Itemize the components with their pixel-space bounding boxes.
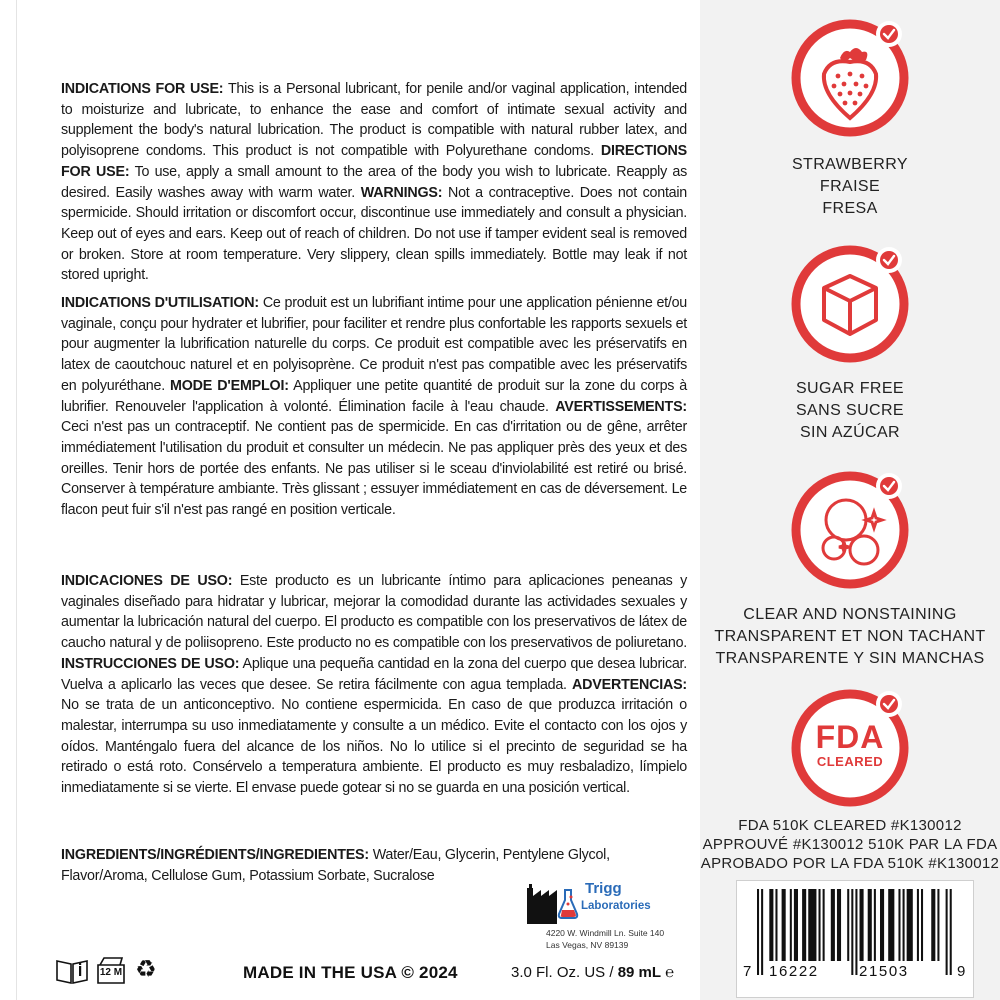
barcode-bar <box>847 889 849 961</box>
fda-clearance-text: FDA 510K CLEARED #K130012 APPROUVÉ #K130012 510K PAR LA FDA APROBADO POR LA FDA 510K #K130012 <box>700 817 1000 872</box>
warnings-heading: AVERTISSEMENTS: <box>555 398 687 415</box>
features-panel <box>700 0 1000 1000</box>
indications-heading: INDICACIONES DE USO: <box>61 573 233 589</box>
directions-heading: MODE D'EMPLOI: <box>170 377 289 394</box>
indications-text: This is a Personal lubricant, for penile and/or vaginal application, intended to moisturize and lubricate, to enhance the ease and comfort of intimate sexual activity and supplement the body's natural lubrication. The product is compatible with natural rubber latex, and polyisoprene condoms. This product is not compatible with Polyurethane condoms. <box>61 81 688 160</box>
indications-heading: INDICATIONS D'UTILISATION: <box>61 295 259 311</box>
barcode-bar <box>888 889 894 961</box>
pao-label: 12 M <box>99 967 123 978</box>
pao-icon <box>96 955 126 985</box>
warnings-heading: ADVERTENCIAS: <box>572 676 687 693</box>
company-name-line2: Laboratories <box>581 900 651 912</box>
directions-text: Aplique una pequeña cantidad en la zona del cuerpo que desea lubricar. Vuelva a aplicarlo las veces que desee. Se retira fácilmente con agua templada. <box>61 655 687 693</box>
barcode-bar <box>898 889 900 961</box>
made-in-usa: MADE IN THE USA © 2024 <box>243 963 458 982</box>
barcode-bar <box>937 889 939 961</box>
clear-nonstaining-label: CLEAR AND NONSTAINING TRANSPARENT ET NON TACHANT TRANSPARENTE Y SIN MANCHAS <box>714 606 986 667</box>
recycle-icon: ♻ <box>135 955 157 983</box>
directions-text: To use, apply a small amount to the area of the body you wish to lubricate. Reapply as desired. Easily washes away with warm water. <box>61 163 687 201</box>
sugar-free-badge <box>788 240 912 364</box>
barcode-digit-last: 9 <box>957 963 967 980</box>
barcode-bar <box>782 889 786 961</box>
fda-badge-line1: FDA <box>815 719 885 755</box>
trigg-laboratories-logo <box>527 880 697 926</box>
address-line1: 4220 W. Windmill Ln. Suite 140 <box>546 928 665 938</box>
fda-badge-text <box>788 720 912 770</box>
indications-text: Este producto es un lubricante íntimo para aplicaciones peneanas y vaginales diseñado para hidratar y lubricar, mejorar la comodidad durante las actividades sexuales y aumentar la lubricación natural del cuerpo. El producto es compatible con los preservativos de látex de caucho natural y de poliisopreno. Este producto no es compatible con los preservativos de poliuretano. <box>61 573 687 652</box>
warnings-text: Ceci n'est pas un contraceptif. Ne contient pas de spermicide. En cas d'irritation ou de gêne, arrêter immédiatement l'utilisation du produit et consulter un médecin. Ne pas appliquer près des yeux et des oreilles. Tenir hors de portée des enfants. Ne pas utiliser si le sceau d'inviolabilité est retiré ou brisé. Conserver à température ambiante. Très glissant ; essuyer immédiatement en cas de déversement. Le flacon peut fuir s'il n'est pas rangé en position verticale. <box>61 419 687 519</box>
spanish-instructions <box>61 571 687 799</box>
barcode-bar <box>860 889 864 961</box>
barcode-bar <box>931 889 935 961</box>
directions-heading: DIRECTIONS FOR USE: <box>61 143 687 180</box>
fda-badge-line2: CLEARED <box>816 754 884 769</box>
indications-heading: INDICATIONS FOR USE: <box>61 81 224 97</box>
company-name-line1: Trigg <box>585 880 622 897</box>
barcode-bar <box>917 889 919 961</box>
strawberry-label: STRAWBERRY FRAISE FRESA <box>791 156 908 217</box>
barcode-bar <box>868 889 872 961</box>
barcode-bar <box>761 889 763 975</box>
barcode-digit-first: 7 <box>743 963 753 980</box>
strawberry-badge <box>788 14 912 138</box>
barcode-bar <box>946 889 948 975</box>
indications-text: Ce produit est un lubrifiant intime pour une application pénienne et/ou vaginale, conçu pour hydrater et lubrifier, pour faciliter et rendre plus confortable les rapports sexuels et pour augmenter la lubrification naturelle du corps. Ce produit est compatible avec les préservatifs en latex de caoutchouc naturel et en polyisoprène. Ce produit n'est pas compatible avec les préservatifs en polyuréthane. <box>61 295 687 394</box>
barcode-bar <box>790 889 792 961</box>
barcode-bar <box>907 889 913 961</box>
sugar-free-label: SUGAR FREE SANS SUCRE SIN AZÚCAR <box>795 380 905 441</box>
ingredients-heading: INGREDIENTS/INGRÉDIENTS/INGREDIENTES: <box>61 847 369 863</box>
warnings-text: No se trata de un anticonceptivo. No contiene espermicida. En caso de que produzca irritación o malestar, interrumpa su uso inmediatamente y consulte a un médico. Evite el contacto con los ojos y oídos. Manténgalo fuera del alcance de los niños. No lo utilice si el precinto de seguridad se ha retirado o está roto. Consérvelo a temperatura ambiente. El producto es muy resbaladizo, límpielo inmediatamente si se vierte. El envase puede gotear si no se guarda en una posición vertical. <box>61 697 687 797</box>
french-instructions <box>61 293 687 521</box>
barcode-bar <box>921 889 923 961</box>
barcode-bar <box>874 889 876 961</box>
english-instructions <box>61 79 687 286</box>
clear-badge <box>788 466 912 590</box>
directions-text: Appliquer une petite quantité de produit sur la zone du corps à lubrifier. Renouveler l'application à volonté. Élimination facile à l'eau chaude. <box>61 377 688 415</box>
instructions-panel <box>16 0 701 1000</box>
barcode-digits-right: 21503 <box>859 963 909 980</box>
barcode-bar <box>851 889 853 975</box>
barcode-bar <box>880 889 884 961</box>
barcode-bar <box>950 889 952 975</box>
directions-heading: INSTRUCCIONES DE USO: <box>61 655 240 672</box>
barcode <box>736 880 974 998</box>
barcode-bar <box>823 889 825 961</box>
barcode-bar <box>775 889 777 961</box>
warnings-text: Not a contraceptive. Does not contain spermicide. Should irritation or discomfort occur, discontinue use immediately and consult a physician. Keep out of eyes and ears. Keep out of reach of children. Do not use if tamper evident seal is removed or broken. Store at room temperature. Very slippery, clean spills immediately. Bottle may leak if not stored upright. <box>61 184 688 284</box>
barcode-digits-left: 16222 <box>769 963 819 980</box>
barcode-bar <box>802 889 806 961</box>
barcode-bar <box>819 889 821 961</box>
ingredients-text: Water/Eau, Glycerin, Pentylene Glycol, Flavor/Aroma, Cellulose Gum, Potassium Sorbate, Sucralose <box>61 847 610 884</box>
volume-label: 3.0 Fl. Oz. US / 89 mL ℮ <box>511 964 675 981</box>
barcode-bar <box>808 889 816 961</box>
barcode-bar <box>757 889 759 975</box>
read-instructions-icon <box>55 957 89 985</box>
barcode-bar <box>794 889 798 961</box>
warnings-heading: WARNINGS: <box>360 184 443 201</box>
barcode-bar <box>831 889 835 961</box>
barcode-bar <box>769 889 773 961</box>
barcode-bar <box>855 889 857 975</box>
barcode-bar <box>837 889 841 961</box>
address-line2: Las Vegas, NV 89139 <box>546 940 629 950</box>
barcode-bar <box>903 889 905 961</box>
flask-icon <box>559 890 577 918</box>
